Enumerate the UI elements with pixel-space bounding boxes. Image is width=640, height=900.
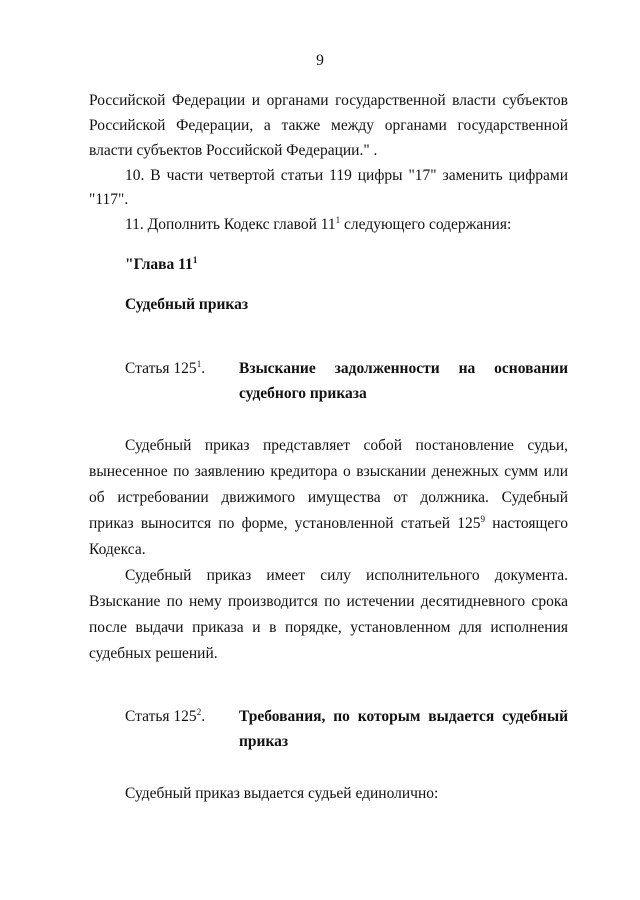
article-1-ref-sup: 9 xyxy=(480,513,486,524)
article-1-title-line-1: Взыскание задолженности на основании xyxy=(239,360,568,377)
article-1-title-line-2: судебного приказа xyxy=(239,385,367,402)
article-1-ref-after: настоящего xyxy=(485,515,568,532)
item-11-line xyxy=(125,216,568,234)
article-1-p1-line-4-text: приказ выносится по форме, установленной статьей 125 xyxy=(89,515,481,532)
chapter-title xyxy=(125,256,568,274)
article-1-p1-line-5: Кодекса. xyxy=(89,541,146,558)
article-2-label-text: Статья 125 xyxy=(125,708,197,725)
article-1-p1-line-3: об истребовании движимого имущества от должника. Судебный xyxy=(89,489,568,506)
intro-line-2: Российской Федерации, а также между органами государственной xyxy=(89,117,568,134)
chapter-name: Судебный приказ xyxy=(125,296,249,313)
item-10-line-2: "117". xyxy=(89,191,129,208)
chapter-title-text: "Глава 11 xyxy=(125,256,193,273)
chapter-title-sup: 1 xyxy=(192,254,198,265)
article-1-p2-line-2: Взыскание по нему производится по истечении десятидневного срока xyxy=(89,593,568,610)
article-1-label-dot: . xyxy=(201,360,206,377)
article-2-paragraph: Судебный приказ выдается судьей единолично: xyxy=(125,785,439,802)
item-11-text-after: следующего содержания: xyxy=(340,216,512,233)
article-1-p2-line-1: Судебный приказ имеет силу исполнительного документа. xyxy=(125,567,568,584)
item-11-text: 11. Дополнить Кодекс главой 11 xyxy=(125,216,336,233)
item-11-sup: 1 xyxy=(335,214,341,225)
article-1-p2-line-3: после выдачи приказа и в порядке, установленном для исполнения xyxy=(89,619,568,636)
article-1-p1-line-1: Судебный приказ представляет собой постановление судьи, xyxy=(125,437,568,454)
intro-line-3: власти субъектов Российской Федерации." . xyxy=(89,142,378,159)
article-2-label-sup: 2 xyxy=(196,706,202,717)
article-1-p1-line-2: вынесенное по заявлению кредитора о взыскании денежных сумм или xyxy=(89,463,568,480)
page-number: 9 xyxy=(316,52,324,69)
article-2-label-dot: . xyxy=(201,708,206,725)
article-1-p2-line-4: судебных решений. xyxy=(89,645,218,662)
article-2-title-line-2: приказ xyxy=(239,733,289,750)
article-1-label-text: Статья 125 xyxy=(125,360,197,377)
article-1-p1-line-4 xyxy=(89,515,568,533)
article-1-label-sup: 1 xyxy=(196,358,202,369)
item-10-line-1: 10. В части четвертой статьи 119 цифры "17" заменить цифрами xyxy=(125,167,568,184)
article-2-title-line-1: Требования, по которым выдается судебный xyxy=(239,708,568,725)
article-1-label xyxy=(125,360,205,378)
article-2-label xyxy=(125,708,205,726)
intro-line-1: Российской Федерации и органами государственной власти субъектов xyxy=(89,92,568,109)
